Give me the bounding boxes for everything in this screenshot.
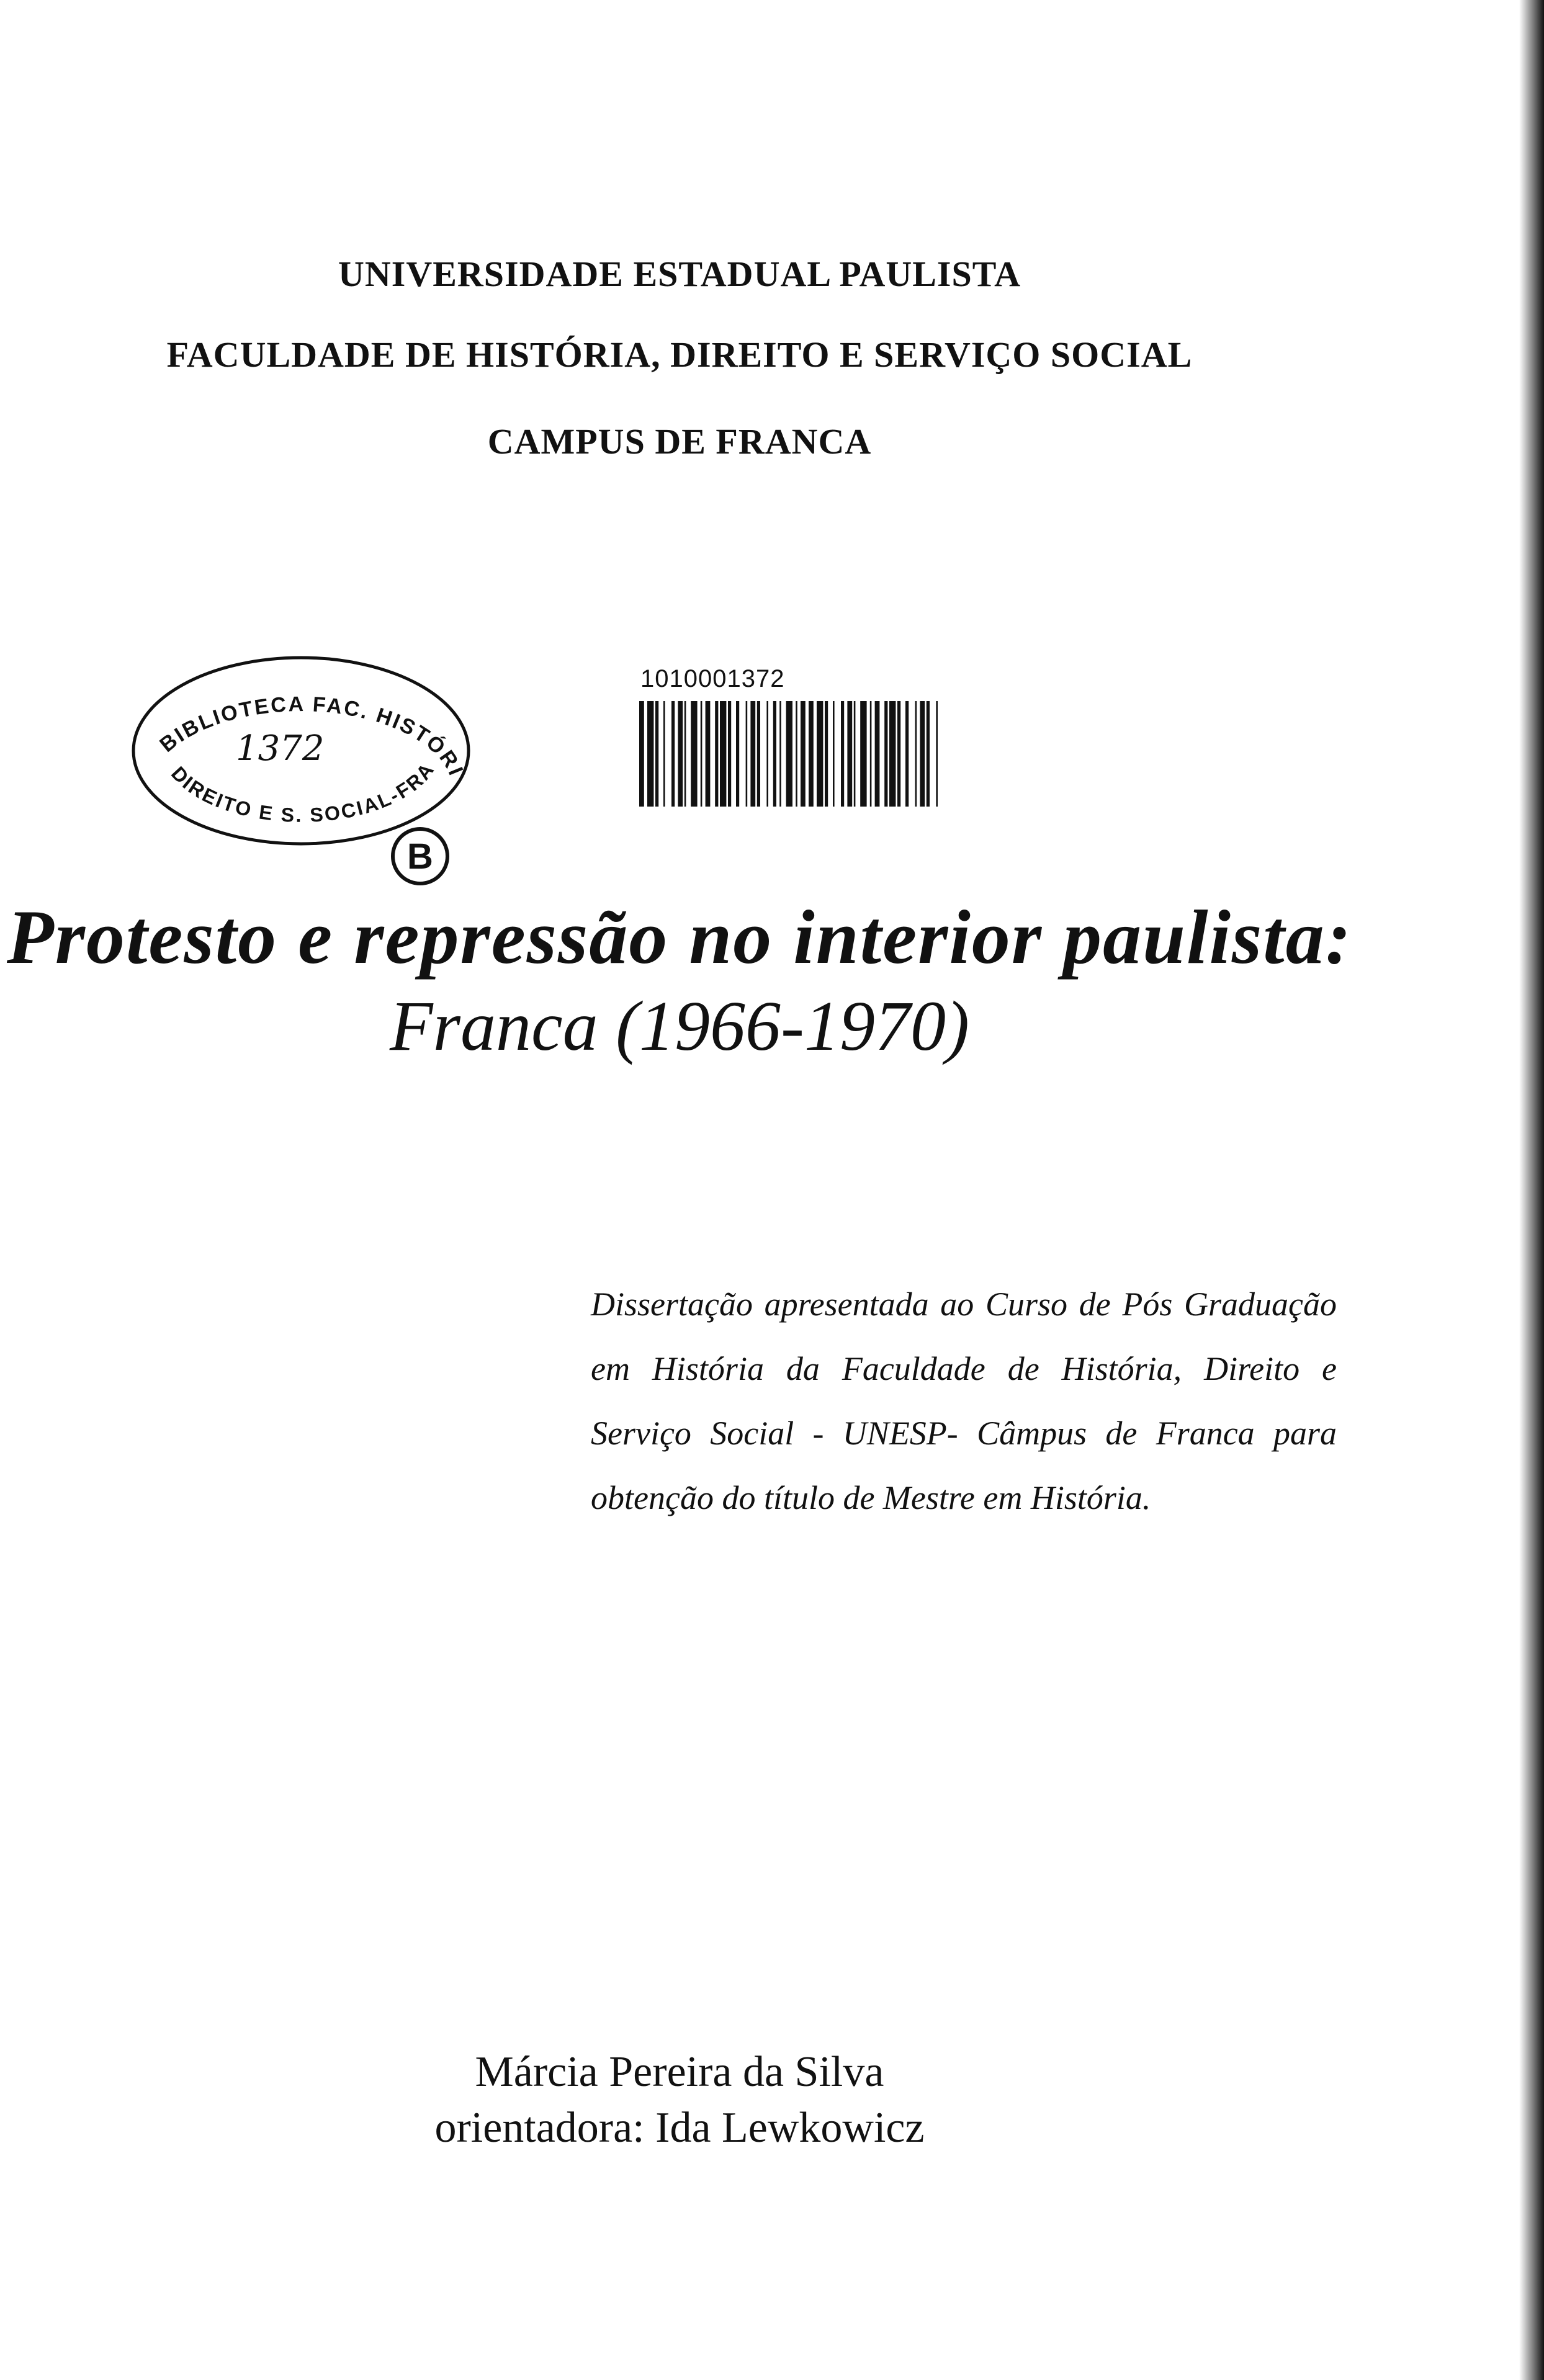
barcode-bar [897,701,900,807]
barcode-bar [817,701,823,807]
barcode-bar [860,701,866,807]
dissertation-subtitle: Franca (1966-1970) [390,986,969,1065]
barcode-bar [773,701,776,807]
barcode-bar [684,701,686,807]
scan-edge-shadow [1519,0,1544,2380]
barcode-bar [809,701,814,807]
barcode-bar [905,701,909,807]
author-block [0,2044,1359,2156]
barcode-bar [736,701,739,807]
barcode-bar [750,701,755,807]
dissertation-statement: Dissertação apresentada ao Curso de Pós Graduação em História da Faculdade de História, Direito e Serviço Social - UNESP- Câmpus de Franca para obtenção do título de Mestre em História. [591,1286,1337,1516]
barcode-bar [715,701,718,807]
stamp-badge [386,822,454,890]
barcode-bar [825,701,828,807]
barcode-bar [786,701,792,807]
barcode-bar [875,701,880,807]
barcode-bar [678,701,683,807]
barcode-bar [936,701,938,807]
barcode-bar [920,701,925,807]
barcode-bar [720,701,726,807]
faculty-name: FACULDADE DE HISTÓRIA, DIREITO E SERVIÇO SOCIAL [166,334,1193,375]
dissertation-title: Protesto e repressão no interior paulista: [6,895,1353,980]
barcode-bar [801,701,806,807]
barcode-bar [663,701,665,807]
barcode-bar [870,701,872,807]
barcode-bar [915,701,917,807]
barcode-bar [779,701,781,807]
barcode-bar [706,701,711,807]
barcode-bar [639,701,644,807]
barcode-bar [691,701,697,807]
barcode-bar [833,701,835,807]
campus-name: CAMPUS DE FRANCA [487,421,872,462]
barcode-bar [757,701,760,807]
barcode-bar [766,701,768,807]
barcode-bar [927,701,930,807]
barcode-bars [633,701,943,850]
barcode-bar [655,701,658,807]
barcode-bar [746,701,748,807]
author-name: Márcia Pereira da Silva [475,2048,884,2096]
barcode-bar [841,701,844,807]
barcode-bar [889,701,895,807]
barcode-bar [884,701,887,807]
barcode-bar [728,701,731,807]
barcode-bar [647,701,653,807]
university-name: UNIVERSIDADE ESTADUAL PAULISTA [338,254,1021,294]
svg-text:BIBLIOTECA FAC. HISTÓRIA: BIBLIOTECA FAC. HISTÓRI [155,692,469,781]
stamp-handwritten-number: 1372 [236,728,325,769]
stamp-badge-letter: B [407,836,433,877]
barcode-bar [796,701,797,807]
advisor-name: orientadora: Ida Lewkowicz [434,2104,925,2152]
svg-text:DIREITO E S. SOCIAL-FRANCA: DIREITO E S. SOCIAL-FRA [166,758,439,826]
barcode-bar [854,701,856,807]
barcode-bar [701,701,702,807]
barcode [633,664,943,819]
barcode-bar [847,701,852,807]
barcode-number: 1010001372 [640,665,785,692]
barcode-bar [671,701,675,807]
